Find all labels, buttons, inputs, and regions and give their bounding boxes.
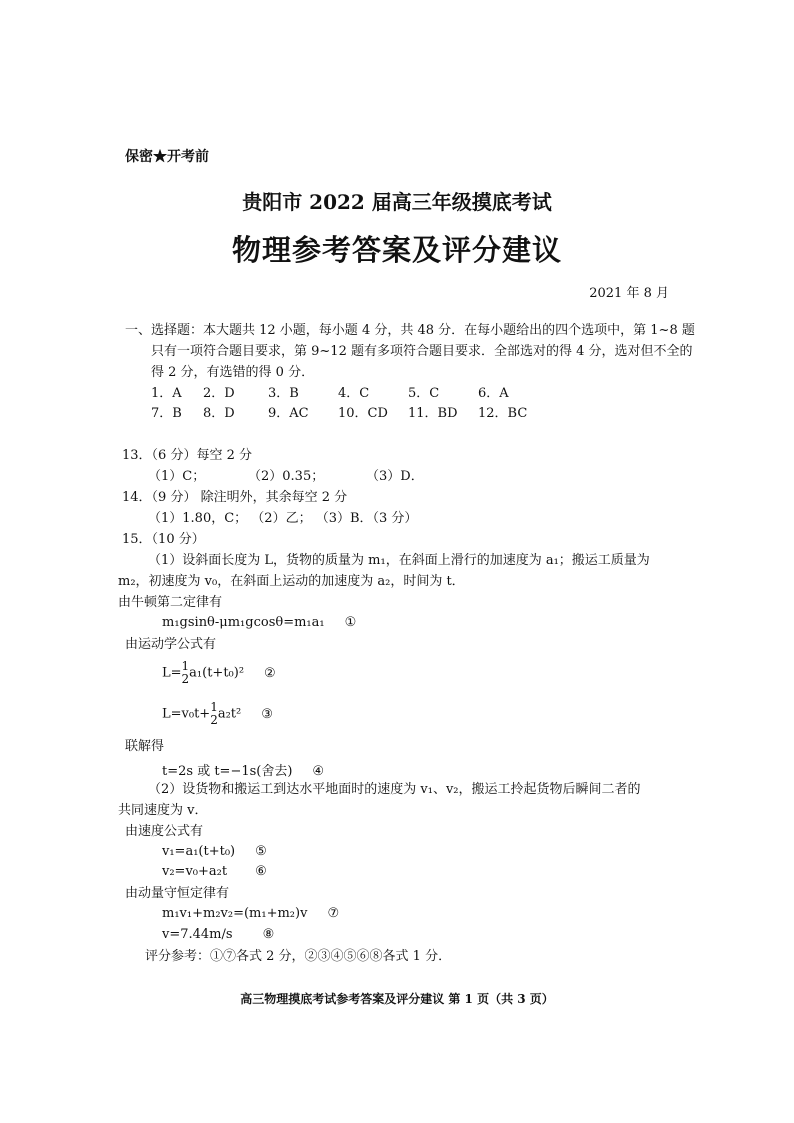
answer-item: 7．B bbox=[151, 406, 182, 421]
answer-item: 3．B bbox=[268, 386, 299, 401]
kinematics-label: 由运动学公式有 bbox=[125, 637, 217, 652]
choice-answers bbox=[151, 384, 538, 424]
fraction-numerator: 1 bbox=[210, 700, 218, 714]
equation-1-text: m₁gsinθ-μm₁gcosθ=m₁a₁ bbox=[162, 615, 325, 630]
equation-4-text: t=2s 或 t=−1s(舍去) bbox=[162, 764, 293, 779]
equation-1 bbox=[162, 615, 356, 630]
document-title: 物理参考答案及评分建议 bbox=[231, 233, 562, 267]
secrecy-label: 保密★开考前 bbox=[125, 149, 209, 165]
q15-part2-line1: （2）设货物和搬运工到达水平地面时的速度为 v₁、v₂，搬运工拎起货物后瞬间二者的 bbox=[148, 782, 641, 797]
equation-7-text: m₁v₁+m₂v₂=(m₁+m₂)v bbox=[162, 906, 308, 921]
q15-part2-line2: 共同速度为 v． bbox=[118, 803, 208, 818]
equation-5 bbox=[162, 844, 267, 859]
q15-part1-line2: m₂，初速度为 v₀，在斜面上运动的加速度为 a₂，时间为 t． bbox=[118, 574, 465, 589]
q13-title: 13．（6 分）每空 2 分 bbox=[122, 448, 252, 463]
q13-answer-3: （3）D． bbox=[366, 469, 424, 484]
equation-3-lhs: L=v₀t+ bbox=[162, 706, 211, 722]
fraction-denominator: 2 bbox=[181, 672, 190, 686]
velocity-formula-label: 由速度公式有 bbox=[125, 824, 204, 839]
answer-item: 1．A bbox=[151, 386, 182, 401]
section1-intro: 一、选择题：本大题共 12 小题，每小题 4 分，共 48 分．在每小题给出的四个选项中，第 1~8 题只有一项符合题目要求，第 9~12 题有多项符合题目要求．全部选对的得 4 分，选对但不全的得 2 分，有选错的得 0 分． bbox=[125, 323, 695, 380]
equation-mark-8: ⑧ bbox=[262, 927, 275, 942]
answer-item: 4．C bbox=[338, 386, 370, 401]
q13-answer-1: （1）C； bbox=[148, 469, 206, 484]
q14-title: 14．（9 分） 除注明外，其余每空 2 分 bbox=[122, 490, 348, 505]
scoring-note: 评分参考：①⑦各式 2 分，②③④⑤⑥⑧各式 1 分． bbox=[145, 949, 452, 964]
answer-item: 12．BC bbox=[478, 406, 528, 421]
equation-mark-3: ③ bbox=[261, 706, 273, 722]
date-label: 2021 年 8 月 bbox=[589, 286, 669, 301]
page-footer: 高三物理摸底考试参考答案及评分建议 第 1 页（共 3 页） bbox=[240, 992, 554, 1006]
answer-item: 2．D bbox=[203, 386, 235, 401]
equation-2-lhs: L= bbox=[162, 665, 182, 681]
answer-item: 5．C bbox=[408, 386, 440, 401]
equation-mark-1: ① bbox=[344, 615, 357, 630]
q14-answers: （1）1.80，C； （2）乙； （3）B．（3 分） bbox=[148, 511, 418, 526]
answer-item: 11．BD bbox=[408, 406, 458, 421]
newton-law-label: 由牛顿第二定律有 bbox=[118, 595, 223, 610]
fraction-one-half bbox=[210, 701, 218, 727]
equation-mark-2: ② bbox=[264, 665, 276, 681]
equation-8 bbox=[162, 927, 274, 942]
equation-4 bbox=[162, 760, 324, 779]
q15-part1-line1: （1）设斜面长度为 L，货物的质量为 m₁，在斜面上滑行的加速度为 a₁；搬运工质量为 bbox=[148, 553, 650, 568]
answer-item: 10．CD bbox=[338, 406, 388, 421]
equation-8-text: v=7.44m/s bbox=[162, 927, 233, 942]
fraction-numerator: 1 bbox=[181, 659, 190, 673]
answer-item: 9．AC bbox=[268, 406, 309, 421]
exam-title: 贵阳市 2022 届高三年级摸底考试 bbox=[242, 190, 552, 214]
fraction-denominator: 2 bbox=[210, 713, 218, 727]
equation-5-text: v₁=a₁(t+t₀) bbox=[162, 844, 236, 859]
equation-mark-6: ⑥ bbox=[255, 864, 267, 879]
q15-title: 15．（10 分） bbox=[122, 532, 205, 547]
equation-3-rhs: a₂t² bbox=[217, 706, 242, 722]
q13-answer-2: （2）0.35； bbox=[248, 469, 325, 484]
equation-6 bbox=[162, 864, 267, 879]
equation-mark-5: ⑤ bbox=[255, 844, 267, 859]
equation-2-rhs: a₁(t+t₀)² bbox=[189, 665, 245, 681]
equation-mark-7: ⑦ bbox=[327, 906, 340, 921]
equation-3 bbox=[162, 701, 273, 727]
equation-2 bbox=[162, 660, 276, 686]
answer-item: 6．A bbox=[478, 386, 509, 401]
momentum-label: 由动量守恒定律有 bbox=[125, 886, 230, 901]
equation-mark-4: ④ bbox=[312, 764, 325, 779]
equation-6-text: v₂=v₀+a₂t bbox=[162, 864, 228, 879]
solve-label: 联解得 bbox=[125, 739, 165, 754]
equation-7 bbox=[162, 906, 339, 921]
answer-item: 8．D bbox=[203, 406, 235, 421]
